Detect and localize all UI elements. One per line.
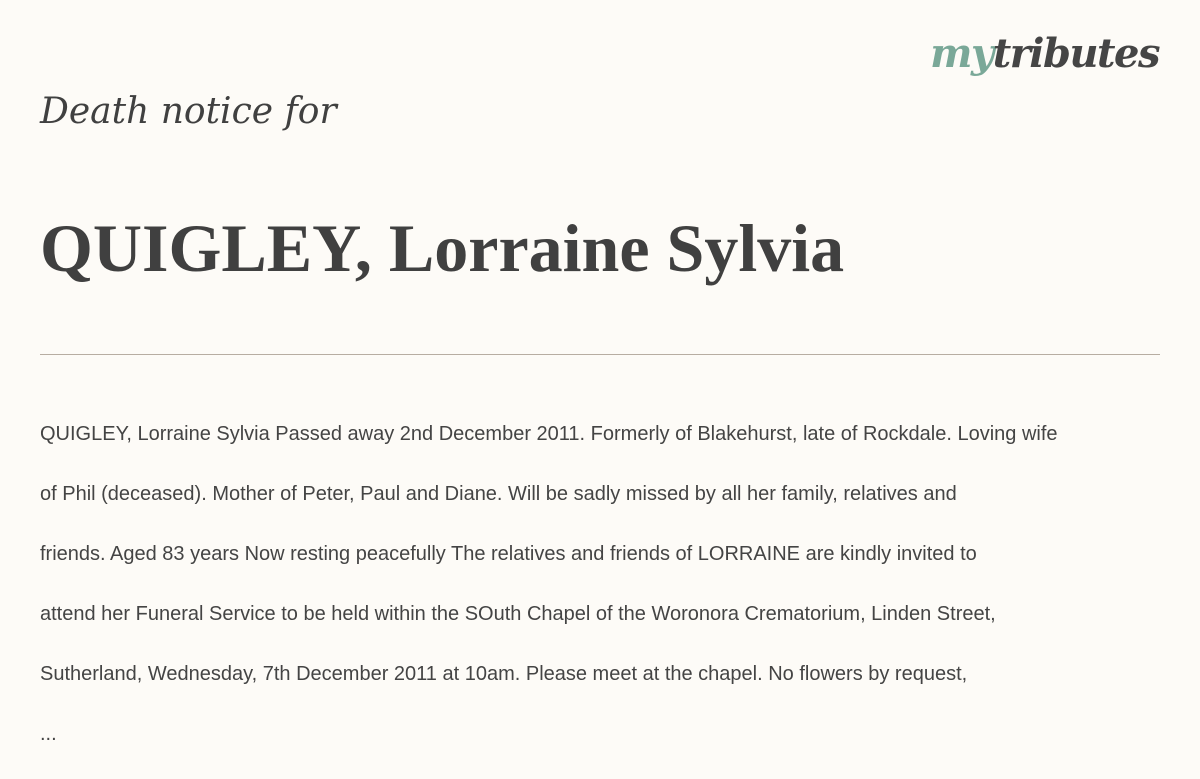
notice-line: Sutherland, Wednesday, 7th December 2011 at 10am. Please meet at the chapel. No flowers by request,: [40, 663, 968, 685]
notice-line: QUIGLEY, Lorraine Sylvia Passed away 2nd December 2011. Formerly of Blakehurst, late of Rockdale. Loving wife: [40, 423, 1058, 445]
notice-line: attend her Funeral Service to be held within the SOuth Chapel of the Woronora Crematorium, Linden Street,: [40, 603, 996, 625]
divider: [40, 354, 1160, 355]
notice-line: friends. Aged 83 years Now resting peacefully The relatives and friends of LORRAINE are kindly invited to: [40, 543, 977, 565]
mytributes-logo[interactable]: [930, 30, 1159, 77]
notice-text: [40, 389, 1140, 779]
death-notice-heading: Death notice for: [40, 91, 337, 132]
notice-line: of Phil (deceased). Mother of Peter, Paul and Diane. Will be sadly missed by all her family, relatives and: [40, 483, 957, 505]
logo-tributes: tributes: [992, 30, 1159, 77]
notice-ellipsis: ...: [40, 723, 57, 745]
logo-my: my: [930, 30, 993, 77]
deceased-name: QUIGLEY, Lorraine Sylvia: [40, 210, 845, 286]
